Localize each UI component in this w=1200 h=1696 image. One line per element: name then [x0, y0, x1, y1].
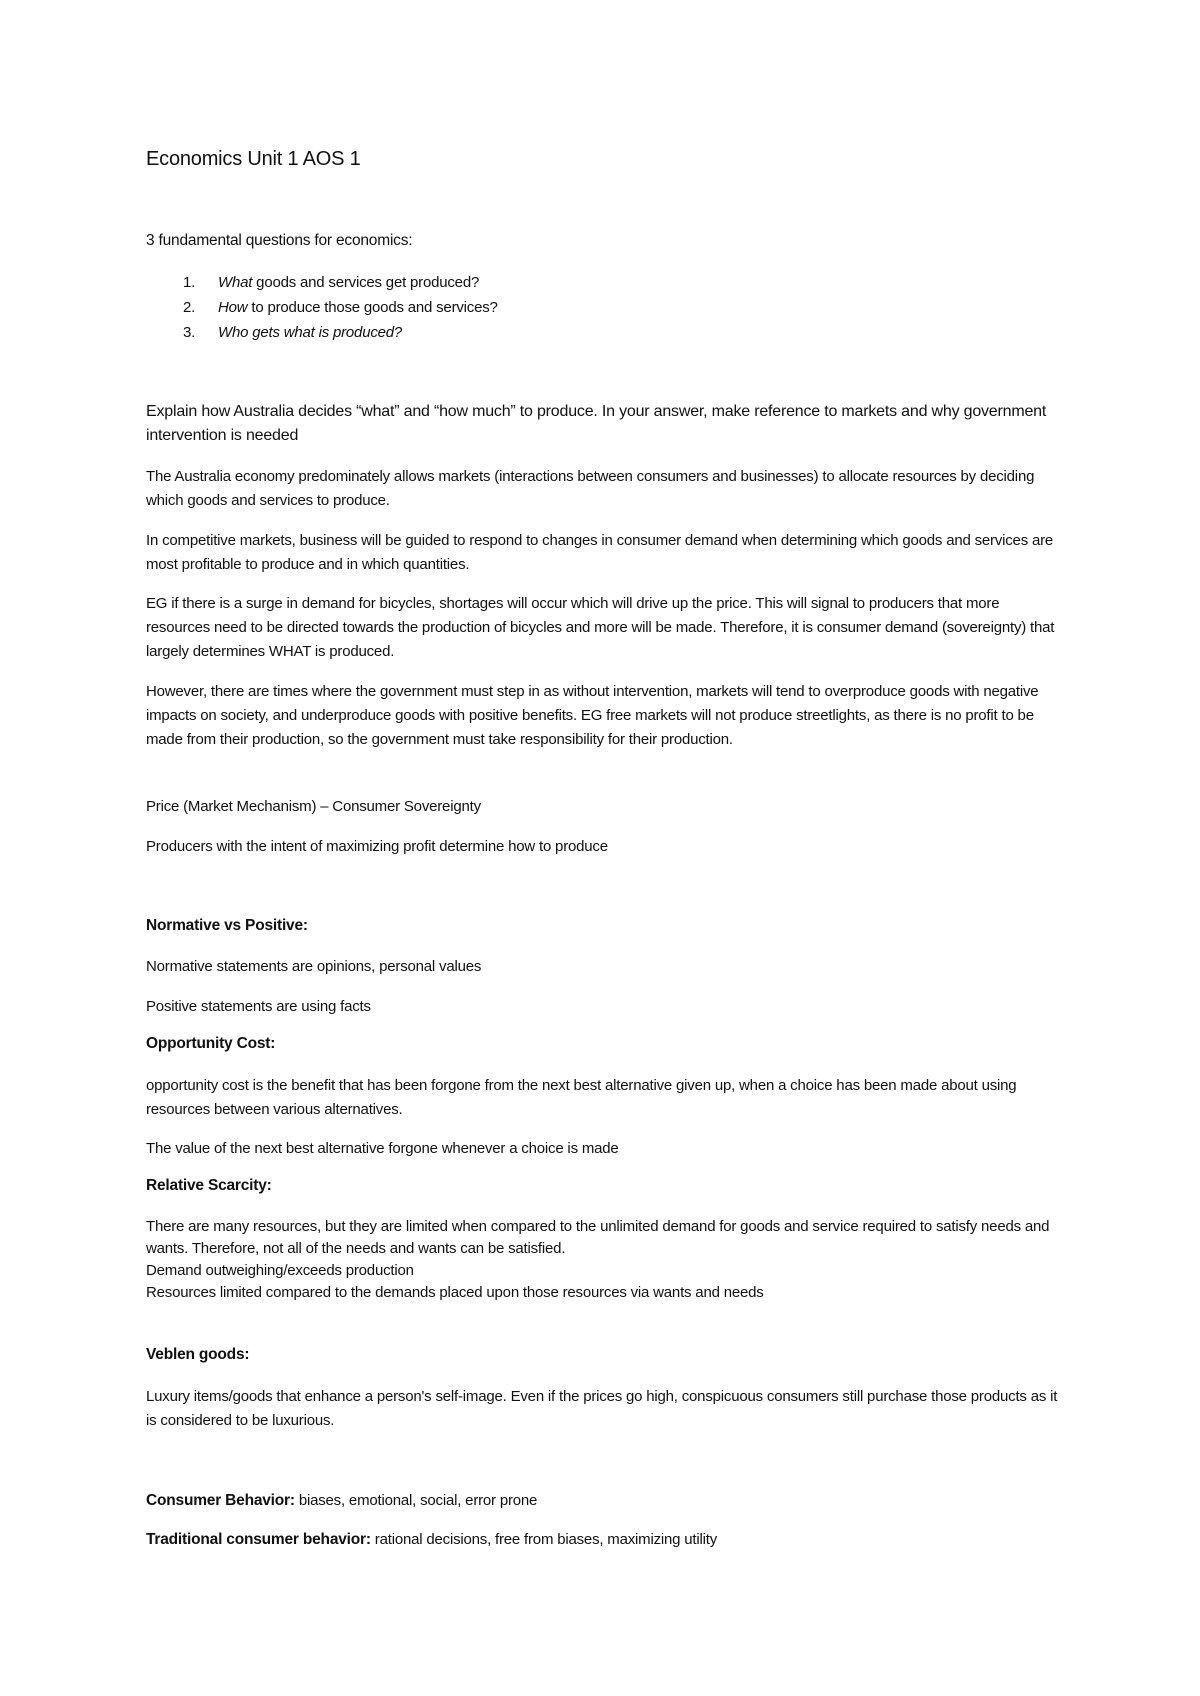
consumer-behavior-line — [146, 1489, 1066, 1513]
scarcity-heading: Relative Scarcity: — [146, 1177, 272, 1194]
fundamental-section — [146, 232, 1066, 250]
list-item — [146, 295, 1066, 320]
list-item — [146, 270, 1066, 295]
explain-paragraph-6: Producers with the intent of maximizing profit determine how to produce — [146, 838, 608, 855]
scarcity-line-2: Demand outweighing/exceeds production — [146, 1262, 414, 1279]
list-number: 1. — [183, 274, 196, 291]
veblen-heading: Veblen goods: — [146, 1346, 250, 1363]
list-emphasis: What — [218, 274, 253, 291]
list-emphasis: Who gets what is produced? — [218, 324, 403, 341]
normative-paragraph-1: Normative statements are opinions, personal values — [146, 958, 482, 975]
scarcity-line-1: There are many resources, but they are limited when compared to the unlimited demand for goods and service required to satisfy needs and wants. Therefore, not all of the needs and wants can be satisfied. — [146, 1218, 1050, 1257]
scarcity-block — [146, 1216, 1066, 1304]
explain-paragraph-4: However, there are times where the government must step in as without intervention, markets will tend to overproduce goods with negative impacts on society, and underproduce goods with positive benefits. EG free markets will not produce streetlights, as there is no profit to be made from their production, so the government must take responsibility for their production. — [146, 683, 1039, 748]
list-number: 2. — [183, 299, 196, 316]
opportunity-paragraph-1: opportunity cost is the benefit that has been forgone from the next best alternative given up, when a choice has been made about using resources between various alternatives. — [146, 1077, 1017, 1118]
explain-section — [146, 400, 1066, 448]
traditional-behavior-line — [146, 1528, 1066, 1552]
document-title: Economics Unit 1 AOS 1 — [146, 148, 361, 170]
opportunity-heading: Opportunity Cost: — [146, 1035, 276, 1052]
fundamental-list — [146, 270, 1066, 345]
opportunity-paragraph-2: The value of the next best alternative forgone whenever a choice is made — [146, 1140, 619, 1157]
list-emphasis: How — [218, 299, 248, 316]
list-text: goods and services get produced? — [252, 274, 480, 291]
list-number: 3. — [183, 324, 196, 341]
consumer-behavior-text: biases, emotional, social, error prone — [294, 1492, 538, 1509]
fundamental-heading: 3 fundamental questions for economics: — [146, 232, 413, 249]
explain-paragraph-2: In competitive markets, business will be guided to respond to changes in consumer demand when determining which goods and services are most profitable to produce and in which quantities. — [146, 532, 1054, 573]
veblen-paragraph-1: Luxury items/goods that enhance a person's self-image. Even if the prices go high, conspicuous consumers still purchase those products as it is considered to be luxurious. — [146, 1388, 1058, 1429]
explain-paragraph-1: The Australia economy predominately allows markets (interactions between consumers and businesses) to allocate resources by deciding which goods and services to produce. — [146, 468, 1035, 509]
scarcity-line-3: Resources limited compared to the demands placed upon those resources via wants and needs — [146, 1284, 764, 1301]
explain-heading: Explain how Australia decides “what” and “how much” to produce. In your answer, make reference to markets and why government intervention is needed — [146, 403, 1047, 444]
explain-paragraph-5: Price (Market Mechanism) – Consumer Sovereignty — [146, 798, 481, 815]
consumer-behavior-label: Consumer Behavior: — [146, 1492, 295, 1509]
explain-paragraph-3: EG if there is a surge in demand for bicycles, shortages will occur which will drive up the price. This will signal to producers that more resources need to be directed towards the production of bicycles and more will be made. Therefore, it is consumer demand (sovereignty) that largely determines WHAT is produced. — [146, 595, 1055, 660]
list-text: to produce those goods and services? — [247, 299, 498, 316]
list-item — [146, 320, 1066, 345]
normative-paragraph-2: Positive statements are using facts — [146, 998, 371, 1015]
traditional-behavior-label: Traditional consumer behavior: — [146, 1531, 371, 1548]
traditional-behavior-text: rational decisions, free from biases, maximizing utility — [370, 1531, 718, 1548]
normative-heading: Normative vs Positive: — [146, 917, 308, 934]
